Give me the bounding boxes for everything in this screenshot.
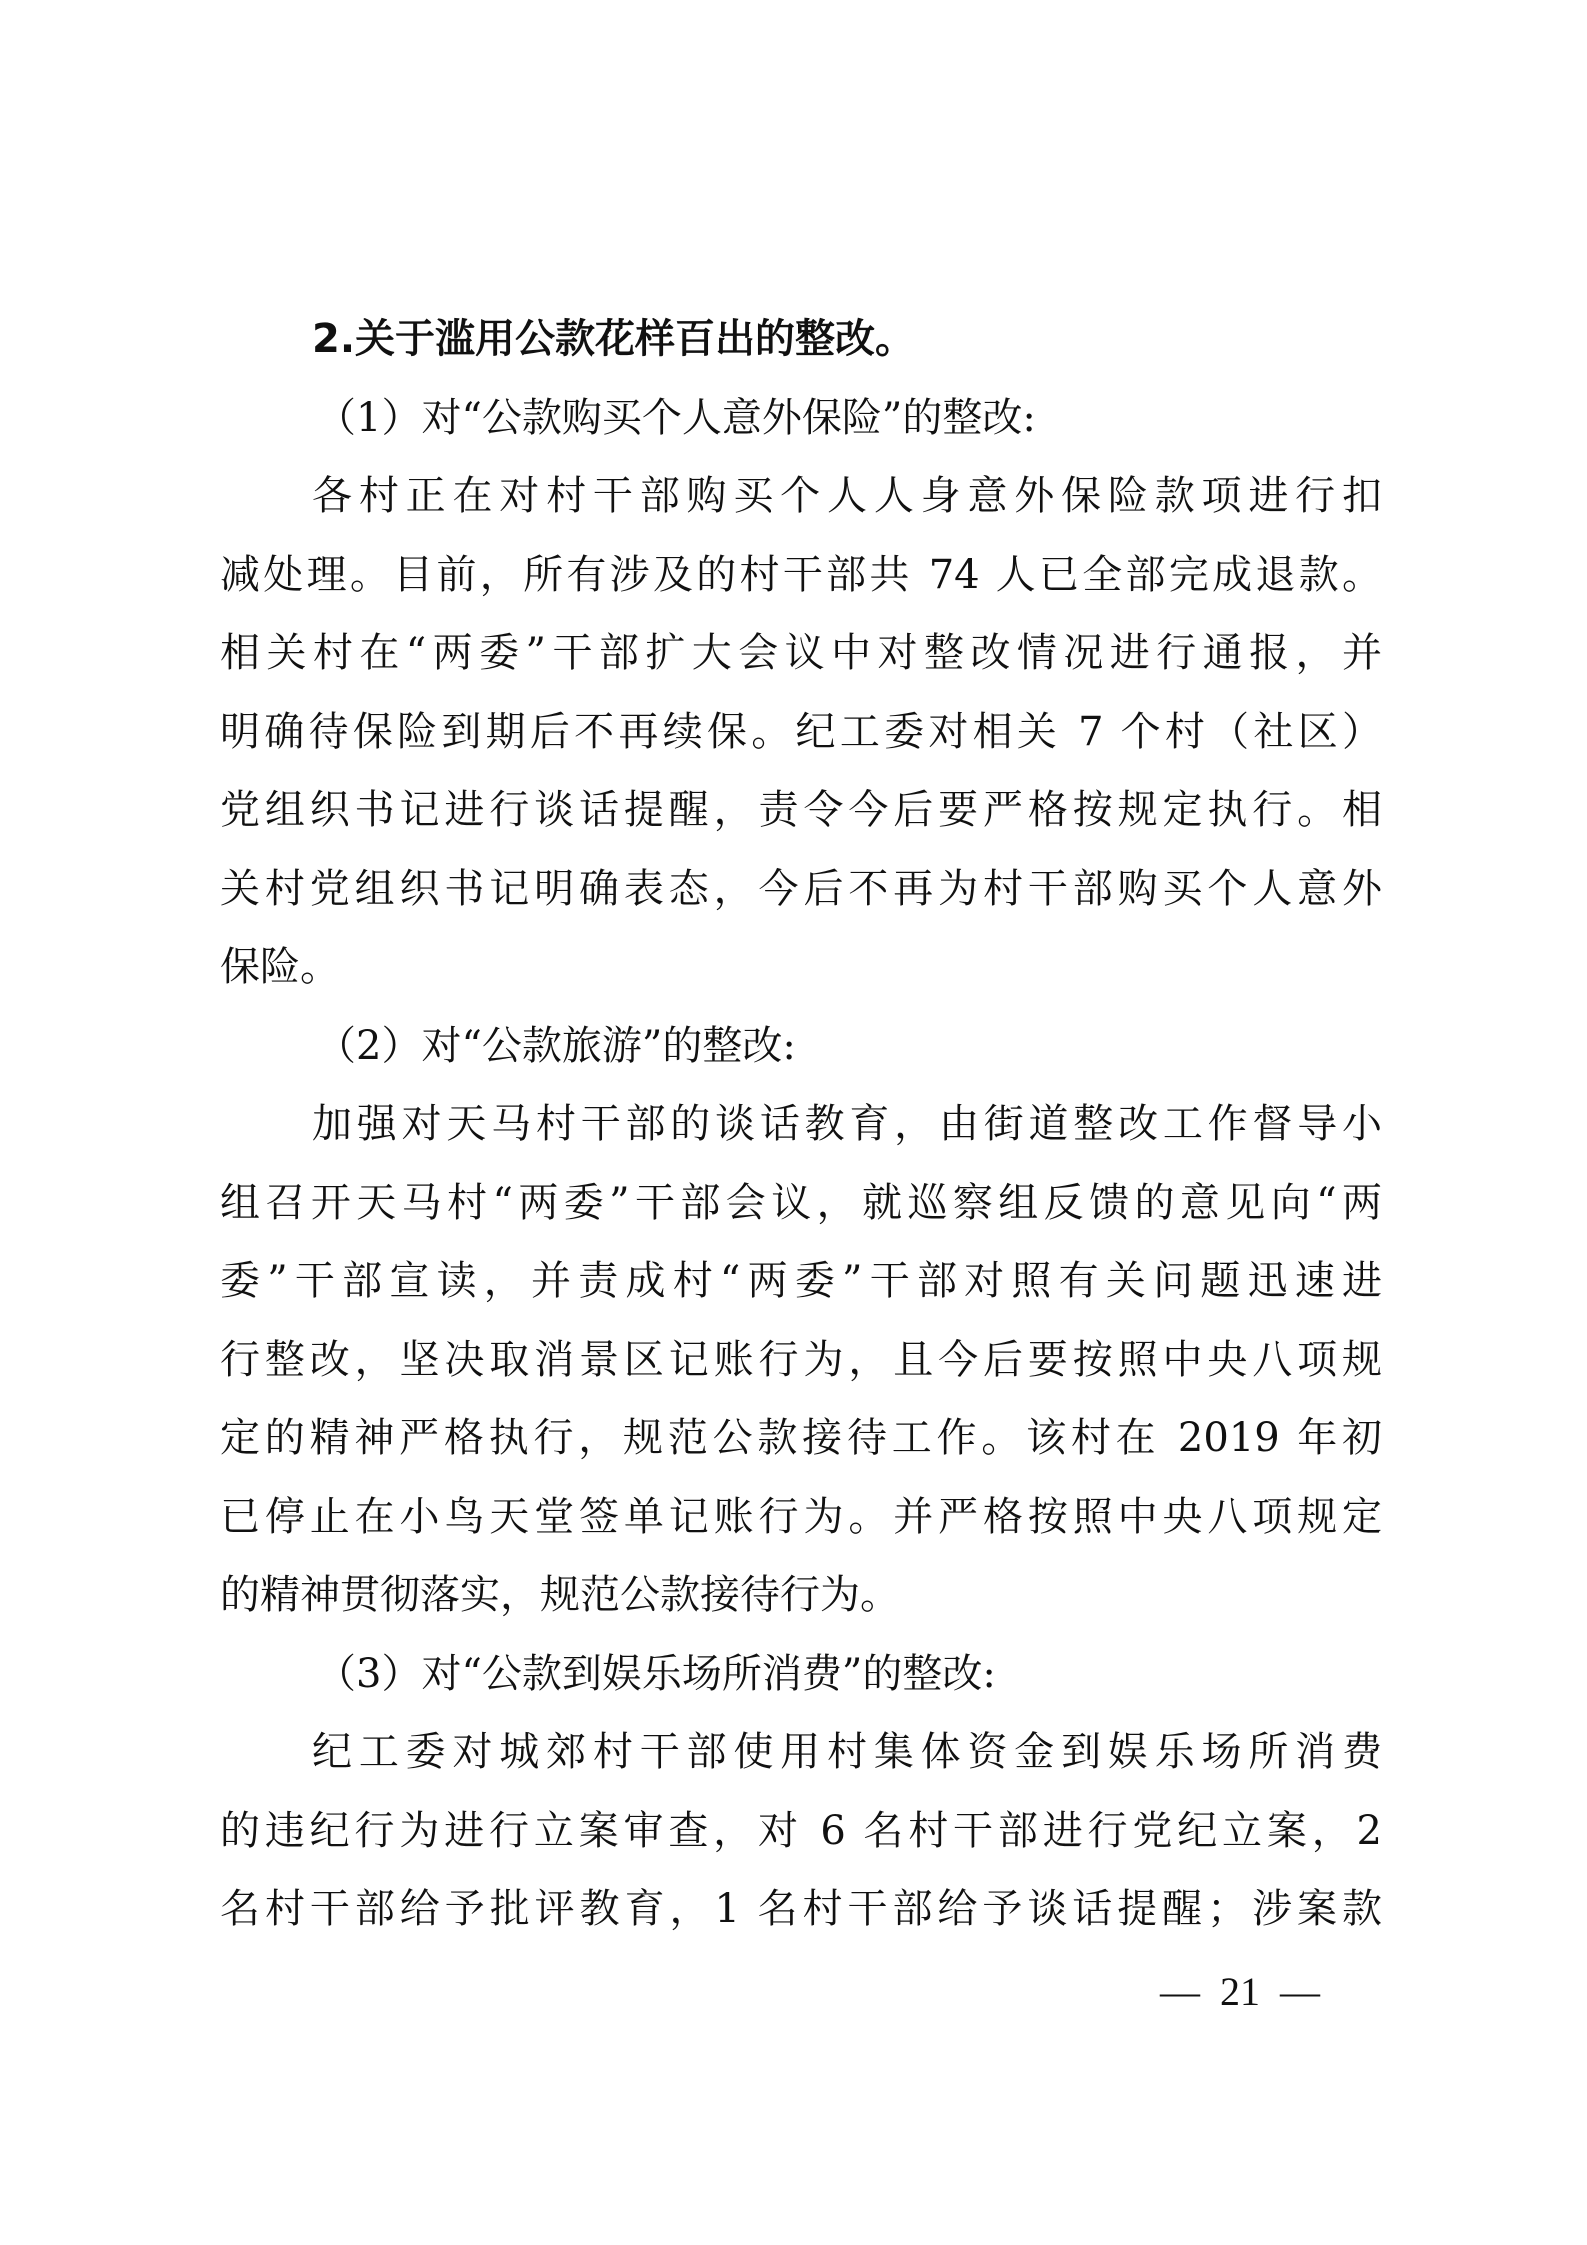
subsection-title: （2）对“公款旅游”的整改: [316, 1022, 796, 1069]
paragraph-line: 相关村在“两委”干部扩大会议中对整改情况进行通报，并 [220, 630, 1382, 676]
section-heading: 2.关于滥用公款花样百出的整改。 [312, 316, 916, 362]
paragraph-line: 的精神贯彻落实，规范公款接待行为。 [220, 1572, 900, 1618]
paragraph-line: 定的精神严格执行，规范公款接待工作。该村在 2019 年初 [220, 1415, 1382, 1461]
subsection-title: （3）对“公款到娱乐场所消费”的整改: [316, 1650, 996, 1697]
paragraph-line: 加强对天马村干部的谈话教育，由街道整改工作督导小 [312, 1101, 1382, 1147]
document-page [220, 300, 1382, 1949]
paragraph-line: 已停止在小鸟天堂签单记账行为。并严格按照中央八项规定 [220, 1493, 1382, 1540]
paragraph-line: 关村党组织书记明确表态，今后不再为村干部购买个人意外 [220, 865, 1382, 912]
paragraph-line: 各村正在对村干部购买个人人身意外保险款项进行扣 [312, 473, 1382, 519]
paragraph-line: 委”干部宣读，并责成村“两委”干部对照有关问题迅速进 [220, 1258, 1382, 1304]
paragraph-line: 保险。 [220, 944, 340, 990]
paragraph-line: 行整改，坚决取消景区记账行为，且今后要按照中央八项规 [220, 1336, 1382, 1383]
paragraph-line: 的违纪行为进行立案审查，对 6 名村干部进行党纪立案，2 [220, 1807, 1382, 1854]
paragraph-line: 党组织书记进行谈话提醒，责令今后要严格按规定执行。相 [220, 787, 1382, 833]
subsection-3 [220, 1635, 1382, 1949]
subsection-title: （1）对“公款购买个人意外保险”的整改: [316, 394, 1036, 441]
paragraph-line: 减处理。目前，所有涉及的村干部共 74 人已全部完成退款。 [220, 551, 1382, 598]
subsection-2 [220, 1007, 1382, 1635]
paragraph-line: 明确待保险到期后不再续保。纪工委对相关 7 个村（社区） [220, 708, 1382, 755]
paragraph-line: 名村干部给予批评教育，1 名村干部给予谈话提醒；涉案款 [220, 1886, 1382, 1932]
paragraph-line: 纪工委对城郊村干部使用村集体资金到娱乐场所消费 [312, 1729, 1382, 1775]
paragraph-line: 组召开天马村“两委”干部会议，就巡察组反馈的意见向“两 [220, 1179, 1382, 1226]
page-number: — 21 — [1160, 1969, 1320, 2014]
subsection-1 [220, 379, 1382, 1007]
